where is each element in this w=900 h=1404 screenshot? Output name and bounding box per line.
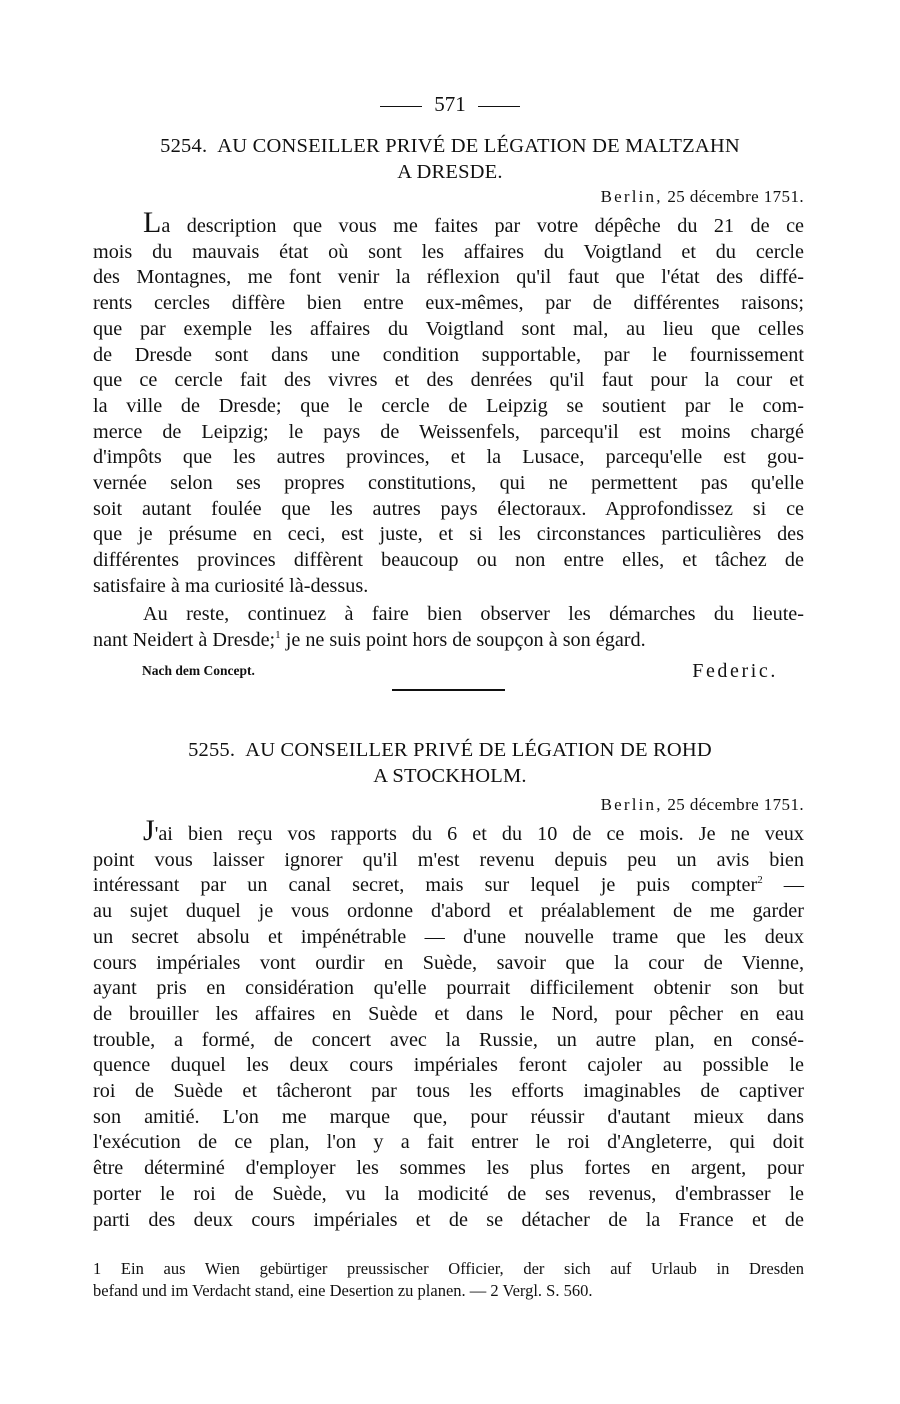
initial-letter: J	[143, 814, 155, 847]
letter-body	[93, 814, 804, 1233]
body-line: J'ai bien reçu vos rapports du 6 et du 10 de ce mois. Je ne veux	[143, 814, 804, 847]
date-text: 25 décembre 1751.	[667, 187, 804, 206]
letter-date	[601, 795, 804, 815]
letter-number: 5255.	[188, 739, 236, 761]
date-place: Berlin,	[600, 187, 663, 206]
body-line: au sujet duquel je vous ordonne d'abord et préalablement de me garder	[93, 900, 804, 923]
body-line: satisfaire à ma curiosité là-dessus.	[93, 574, 369, 597]
letter-heading	[93, 133, 807, 185]
body-line: différentes provinces diffèrent beaucoup ou non entre elles, et tâchez de	[93, 549, 804, 572]
body-line: de brouiller les affaires en Suède et dans le Nord, pour pêcher en eau	[93, 1002, 804, 1025]
body-line: intéressant par un canal secret, mais sur lequel je puis compter$^2$ —	[93, 874, 804, 897]
body-line: Au reste, continuez à faire bien observer les démarches du lieute-	[143, 603, 804, 625]
body-line: d'impôts que les autres provinces, et la Lusace, parcequ'elle est gou-	[93, 446, 804, 469]
body-line: vernée selon ses propres constitutions, qui ne permettent pas qu'elle	[93, 472, 804, 495]
letter-body	[93, 206, 804, 600]
date-place: Berlin,	[600, 795, 663, 814]
body-line: mois du mauvais état où sont les affaires du Voigtland et du cercle	[93, 240, 804, 263]
footnote-marker: 2	[757, 874, 763, 887]
body-line: son amitié. L'on me marque que, pour réussir d'autant mieux dans	[93, 1105, 804, 1128]
letter-date	[601, 187, 804, 207]
body-line: que par exemple les affaires du Voigtland sont mal, au lieu que celles	[93, 317, 804, 340]
body-line: l'exécution de ce plan, l'on y a fait entrer le roi d'Angleterre, qui doit	[93, 1131, 804, 1154]
page-number-dash-left	[380, 106, 422, 107]
body-line: nant Neidert à Dresde;$^1$ je ne suis point hors de soupçon à son égard.	[93, 628, 646, 651]
letter-body-paragraph-2	[93, 602, 804, 653]
body-line: parti des deux cours impériales et de se détacher de la France et de	[93, 1208, 804, 1231]
body-line: que je présume en ceci, est juste, et si les circonstances particulières des	[93, 523, 804, 546]
body-line: ayant pris en considération qu'elle pourrait difficilement obtenir son but	[93, 977, 804, 1000]
letter-title: AU CONSEILLER PRIVÉ DE LÉGATION DE ROHD	[245, 739, 712, 761]
body-line: quence duquel les deux cours impériales feront cajoler au possible le	[93, 1054, 804, 1077]
footnotes	[93, 1258, 804, 1301]
letter-heading-line1	[93, 133, 807, 159]
body-line: rents cercles diffère bien entre eux-mêmes, par de différentes raisons;	[93, 292, 804, 315]
page-number-text: 571	[434, 92, 466, 116]
body-line: des Montagnes, me font venir la réflexion qu'il faut que l'état des diffé-	[93, 266, 804, 289]
body-line: trouble, a formé, de concert avec la Russie, un autre plan, en consé-	[93, 1028, 804, 1051]
letter-title-destination: A DRESDE.	[397, 161, 503, 183]
body-line: La description que vous me faites par votre dépêche du 21 de ce	[143, 206, 804, 239]
page-number-dash-right	[478, 106, 520, 107]
letter-title-destination: A STOCKHOLM.	[373, 765, 527, 787]
body-line: la ville de Dresde; que le cercle de Leipzig se soutient par le com-	[93, 394, 804, 417]
source-note: Nach dem Concept.	[142, 663, 255, 678]
initial-letter: L	[143, 206, 162, 239]
body-line: que ce cercle fait des vivres et des denrées qu'il faut pour la cour et	[93, 369, 804, 392]
footnote-marker: 1	[275, 628, 281, 641]
footnote-1: 1 Ein aus Wien gebürtiger preussischer Officier, der sich auf Urlaub in Dresden	[93, 1259, 804, 1278]
section-divider	[392, 689, 505, 691]
body-line: cours impériales vont ourdir en Suède, savoir que la cour de Vienne,	[93, 951, 804, 974]
body-line: de Dresde sont dans une condition supportable, par le fournissement	[93, 343, 804, 366]
body-line: un secret absolu et impénétrable — d'une nouvelle trame que les deux	[93, 925, 804, 948]
footnote-2: befand und im Verdacht stand, eine Desertion zu planen. — 2 Vergl. S. 560.	[93, 1280, 593, 1300]
letter-heading	[93, 737, 807, 789]
body-line: point vous laisser ignorer qu'il m'est revenu depuis peu un avis bien	[93, 848, 804, 871]
body-line: être déterminé d'employer les sommes les plus fortes en argent, pour	[93, 1157, 804, 1180]
body-line: roi de Suède et tâcheront par tous les efforts imaginables de captiver	[93, 1080, 804, 1103]
body-line: merce de Leipzig; le pays de Weissenfels, parcequ'il est moins chargé	[93, 420, 804, 443]
body-line: soit autant foulée que les autres pays électoraux. Approfondissez si ce	[93, 497, 804, 520]
page-number	[0, 92, 900, 117]
body-line: porter le roi de Suède, vu la modicité de ses revenus, d'embrasser le	[93, 1182, 804, 1205]
date-text: 25 décembre 1751.	[667, 795, 804, 814]
letter-title: AU CONSEILLER PRIVÉ DE LÉGATION DE MALTZAHN	[217, 135, 740, 157]
signature: Federic.	[692, 660, 778, 682]
letter-heading-line1	[93, 737, 807, 763]
letter-number: 5254.	[160, 135, 208, 157]
